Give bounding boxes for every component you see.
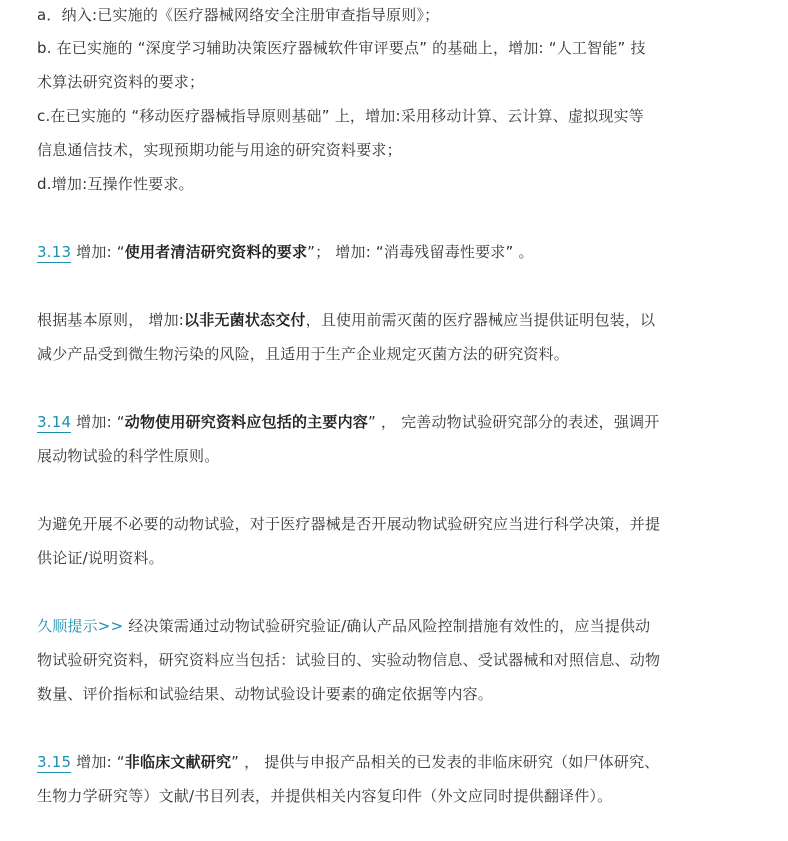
section-3-15-suffix: ” ， 提供与申报产品相关的已发表的非临床研究（如尸体研究、 [231, 753, 660, 771]
list-item-b-line1 [37, 37, 646, 59]
animal-paragraph-line1 [37, 513, 660, 535]
list-item-d [37, 173, 194, 195]
section-number-3-13: 3.13 [37, 243, 72, 261]
section-3-14-cont: 展动物试验的科学性原则。 [37, 447, 220, 465]
list-item-a [37, 4, 439, 26]
section-3-14-suffix: ” ， 完善动物试验研究部分的表述，强调开 [367, 413, 660, 431]
sterile-prefix: 根据基本原则， 增加: [37, 311, 185, 329]
sterile-paragraph-line2 [37, 343, 569, 365]
list-item-d-text: d.增加:互操作性要求。 [37, 175, 194, 193]
section-number-3-14: 3.14 [37, 413, 72, 431]
list-item-b-text: b. 在已实施的 “深度学习辅助决策医疗器械软件审评要点” 的基础上，增加: “人工智能” 技 [37, 39, 646, 57]
tip-paragraph-line3 [37, 683, 493, 705]
section-3-15-cont: 生物力学研究等）文献/书目列表，并提供相关内容复印件（外文应同时提供翻译件）。 [37, 787, 613, 805]
section-3-14-prefix: 增加: “ [71, 413, 125, 431]
section-3-15-bold: 非临床文献研究 [124, 753, 232, 771]
sterile-paragraph-line1 [37, 309, 655, 331]
tip-paragraph-line2 [37, 649, 660, 671]
list-item-c-text: c.在已实施的 “移动医疗器械指导原则基础” 上，增加:采用移动计算、云计算、虚拟现实等 [37, 107, 644, 125]
list-item-b-text-cont: 术算法研究资料的要求； [37, 73, 205, 91]
section-3-13 [37, 241, 534, 263]
list-item-c-text-cont: 信息通信技术，实现预期功能与用途的研究资料要求； [37, 141, 402, 159]
section-3-13-suffix: ”； 增加: “消毒残留毒性要求” 。 [307, 243, 534, 261]
list-item-c-line1 [37, 105, 644, 127]
animal-paragraph-line2 [37, 547, 164, 569]
tip-label: 久顺提示>> [37, 617, 124, 635]
section-3-13-prefix: 增加: “ [71, 243, 125, 261]
sterile-suffix: ，且使用前需灭菌的医疗器械应当提供证明包装，以 [305, 311, 656, 329]
section-3-15 [37, 751, 659, 773]
list-item-a-text: a．纳入:已实施的《医疗器械网络安全注册审查指导原则》； [37, 6, 440, 24]
sterile-line2: 减少产品受到微生物污染的风险，且适用于生产企业规定灭菌方法的研究资料。 [37, 345, 570, 363]
animal-text-cont: 供论证/说明资料。 [37, 549, 164, 567]
tip-text: 经决策需通过动物试验研究验证/确认产品风险控制措施有效性的，应当提供动 [123, 617, 651, 635]
list-item-b-line2 [37, 71, 204, 93]
section-3-15-prefix: 增加: “ [71, 753, 125, 771]
list-item-c-line2 [37, 139, 402, 161]
section-3-14 [37, 411, 659, 433]
section-number-3-15: 3.15 [37, 753, 72, 771]
tip-text-2: 物试验研究资料，研究资料应当包括：试验目的、实验动物信息、受试器械和对照信息、动物 [37, 651, 661, 669]
sterile-bold: 以非无菌状态交付 [184, 311, 306, 329]
section-3-13-bold: 使用者清洁研究资料的要求 [124, 243, 308, 261]
animal-text: 为避免开展不必要的动物试验，对于医疗器械是否开展动物试验研究应当进行科学决策，并提 [37, 515, 661, 533]
tip-paragraph-line1 [37, 615, 650, 637]
tip-text-3: 数量、评价指标和试验结果、动物试验设计要素的确定依据等内容。 [37, 685, 494, 703]
section-3-15-line2 [37, 785, 612, 807]
section-3-14-bold: 动物使用研究资料应包括的主要内容 [124, 413, 368, 431]
section-3-14-line2 [37, 445, 219, 467]
